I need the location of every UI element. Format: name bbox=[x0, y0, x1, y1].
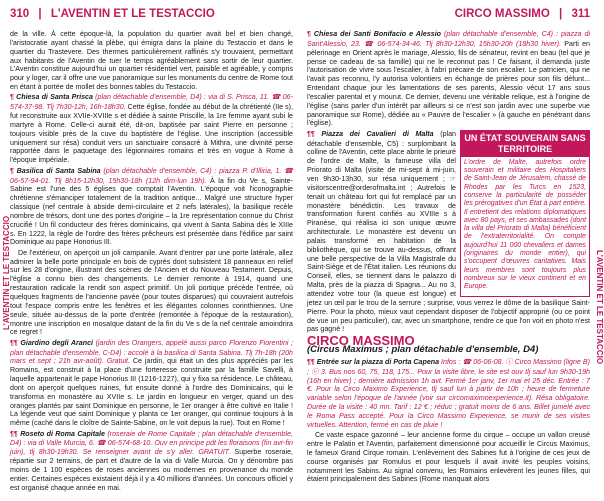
left-page-header: 310 | L'AVENTIN ET LE TESTACCIO bbox=[10, 8, 215, 20]
bookmark-icon: ¶¶ bbox=[10, 339, 18, 347]
box-title: UN ÉTAT SOUVERAIN SANS TERRITOIRE bbox=[461, 131, 589, 157]
entry-info: (plan détachable d'ensemble, C4) : piazza P. d'Illiria, 1. ☎ 06-57-94-01. Tlj 8h15-12h30, 15h30-18h (12h dim-lun 19h). bbox=[10, 166, 293, 185]
bookmark-icon: ¶ bbox=[307, 31, 311, 38]
entry-circo-massimo bbox=[307, 358, 590, 430]
sovereign-state-box bbox=[460, 130, 590, 297]
left-side-tab-label: L'AVENTIN ET LE TESTACCIO bbox=[2, 215, 11, 330]
right-page-number: 311 bbox=[571, 8, 590, 20]
entry-text: À la fin du Ve s, Sainte-Sabine est l'une des 5 églises que comptait l'Aventin. L'époque voit l'iconographie chrétienne s'émanciper totalement de la tradition antique... Malgré une structure hyper classique (nef centrale à abside demi-circulaire et 2 nefs latérales), la basilique recèle nombre de trésors, dont une des portes d'origine – la 1re représentation connue du Christ crucifié ! Un fil conducteur des frères dominicains, qui vivent à Santa Sabina dès le XIIIe s. En 1222, la règle de l'ordre des frères prêcheurs est présentée dans l'édifice par saint Dominique au pape Honorius III. bbox=[10, 176, 293, 247]
entry-santa-prisca bbox=[10, 93, 293, 165]
bookmark-icon: ¶¶ bbox=[307, 130, 315, 138]
box-text: L'ordre de Malte, autrefois ordre souverain et militaire des Hospitaliers de Saint-Jean de Jérusalem, chassé de Rhodes par les Turcs en 1523, conserve la particularité de posséder les prérogatives d'un État à part entière. Il entretient des relations diplomatiques avec 80 pays, et ses ambassades (dont la villa del Priorato di Malta) bénéficient de l'extraterritorialité. On compte aujourd'hui 11 000 chevaliers et dames (originaires du monde entier), qui s'occupent d'œuvres caritatives. Mais leurs membres sont toujours plus nombreux sur le vieux continent et en Europe. bbox=[464, 158, 586, 291]
entry-title: Chiesa di Santa Prisca bbox=[16, 93, 93, 102]
bookmark-icon: ¶¶ bbox=[307, 358, 315, 366]
bookmark-icon: ¶ bbox=[10, 94, 14, 102]
entry-title: Entrée sur la piazza di Porta Capena bbox=[316, 357, 440, 366]
left-page-number: 310 bbox=[10, 8, 30, 20]
entry-info: (roseraie de Rome Capitale ; plan détachable d'ensemble, D4) : via di Valle Murcia, 6. ☎ 06-574-68-10. Ouv en principe pdt les floraisons (fin avr-fin juin), tlj 8h30-19h30. Se renseigner avant de s'y aller. GRATUIT. bbox=[10, 429, 293, 457]
entry-roseto bbox=[10, 430, 293, 493]
bookmark-icon: ¶¶ bbox=[10, 430, 18, 438]
entry-text: Ce jardin, qui était un des plus appréciés par les Romains, est construit à la place d'une forteresse construite par la famille Savelli, à laquelle appartenait le pape Honorius III (1216-1227), qui y fixa sa résidence. Le château, dont on aperçoit quelques ruines, fut ensuite donné à l'ordre des Dominicains, qui le transforma en monastère au XVIIe s. Le jardin en longueur en verger, quand un des oranges plantés par saint Dominique en personne, le 1er oranger à être cultivé en Italie ! La légende veut que saint Dominique y planta ce 1er oranger, qui continue toujours à la même (caché dans le cloître de Sainte-Sabine, on le voit depuis la rue). Tout en Rome ! bbox=[10, 357, 293, 428]
entry-title: Roseto di Roma Capitale bbox=[20, 429, 105, 438]
entry-title: Chiesa dei Santi Bonifacio e Alessio bbox=[313, 30, 442, 38]
intro-paragraph: de la ville. À cette époque-là, la population du quartier avait bel et bien changé, l'aristocratie ayant chassé la plèbe, qui émigra dans la plaine du Testaccio et dans le quartier du Trastevere. Des thermes particulièrement raffinés s'y trouvaient, permettant aux habitants de l'Aventin de tuer le temps agréablement sans sortir de leur quartier. L'Aventin constitue aujourd'hui un quartier résidentiel vert, paisible et agréable, y compris pour y loger, car il offre une vue panoramique sur les monuments du centre de Rome tout en étant à portée de mollet des bonnes tables du Testaccio. bbox=[10, 30, 293, 92]
entry-giardino-aranci bbox=[10, 339, 293, 428]
entry-text: Les travaux de transformation furent confiés au XVIIIe s à Piranèse, qui réalisa ici son unique œuvre architecturale. Le monastère est devenu un palais transformé en habitation de la bibliothèque, qui se trouve au-dessus, offrant une belle perspective de la Villa Magistrale du Saint-Siège et de l'État italien. Les réunions du Conseil, elles, se tiennent dans le palazzo di Malta, près de la piazza di Spagna... Au no 3, attendez votre tour (la queue est longue) et jetez un œil par le trou de la serrure ; surprise, vous verrez le dôme de la basilique Saint-Pierre. Pour la photo, mieux vaut cependant disposer de l'objectif approprié (ou ce point de vue un peu particulier), car, avec un smartphone, rendre ce que l'on voit en photo n'est pas gagné ! bbox=[307, 201, 590, 334]
entry-text: Ce vaste espace gazonné – leur ancienne forme du cirque – occupe un vallon creusé entre le Palatin et l'Aventin, parfaitement dimensionné pour accueillir le Circus Maximus, le fameux Grand Cirque romain. L'enlèvement des Sabines fut à l'origine de ces jeux de course organisés par Romulus et pour lesquels il avait invité les peuples voisins, notamment les Sabins. Au signal convenu, les Romains enlevèrent les jeunes filles, qui étaient principalement des Sabines (Rome manquait alors bbox=[307, 431, 590, 484]
entry-text-continued: De l'extérieur, on aperçoit un joli campanile. Avant d'entrer par une porte latérale, allez admirer la belle porte principale en bois de cyprès dont subsistent 18 panneaux en relief sur les 28 d'origine, illustrant des scènes de l'Ancien et du Nouveau Testament. Depuis, l'église a connu bien des changements. Le dernier remonte à 1914, quand une restauration radicale la rendit son aspect primitif. Un joli portique précède l'entrée, où quelques fragments de l'ancienne pavée (pour toutes disparues) qui couvraient autrefois tout l'espace compris entre les fenêtres et les élégantes colonnes corinthiennes. Une seule, située au-dessus de la porte d'entrée (remontée à l'époque de la restauration), montre une inscription en mosaïque datant de la fin du Ve s de la nef centrale amoindrira ce regret ! bbox=[10, 248, 293, 337]
left-column bbox=[10, 30, 293, 494]
entry-info: (jardin des Orangers, appelé aussi parco Florenzo Fiorentini ; plan détachable d'ensemble, C-D4) : accolé à la basilica di Santa Sabina. Tlj 7h-18h (20h mars et sept ; 21h avr-août). Gratuit. bbox=[10, 338, 293, 366]
entry-title: Giardino degli Aranci bbox=[20, 338, 93, 347]
entry-info: (plan détachable d'ensemble, C4) : piazza di Sant'Alessio, 23. ☎ 06-574-34-46. Tlj 8h30-12h30, 15h30-20h (18h30 hiver). bbox=[307, 30, 590, 48]
entry-santa-sabina bbox=[10, 167, 293, 248]
entry-title: Piazza dei Cavalieri di Malta bbox=[321, 129, 434, 138]
right-page-header: CIRCO MASSIMO | 311 bbox=[454, 8, 590, 20]
entry-title: Basilica di Santa Sabina bbox=[16, 166, 101, 175]
entry-text: Cette église, fondée au début de la chrétienté (IIe s), fut reconstruite aux XVIIe-XVIIIe s et dédiée à sainte Priscille, la 1re femme ayant subi le martyre à Rome. Celle-ci aurait été, dit-on, baptisée par saint Pierre en personne ; toujours visible près de la cuve du baptistère de l'église. Une inscription (accessible uniquement sur résa) conduit vers un sanctuaire consacré à Mithra, une divinité perse rapportée dans le paquetage des légionnaires romains et très en vogue à Rome à l'époque impériale. bbox=[10, 103, 293, 165]
entry-info: (plan détachable d'ensemble, D4) : via di S. Prisca, 11. ☎ 06-574-37-98. Tlj 7h30-12h, 16h-18h30. bbox=[10, 93, 293, 112]
entry-info: Infos : ☎ 06-06-08. ⓘ Circo Massimo (ligne B) ; ⓔ 3. Bus nos 60, 75, 118, 175... Pour la visite libre, le site est ouv tlj sauf lun 9h30-19h (16h en hiver) ; dernière admission 1h avt. Fermé 1er janv, 1er mai et 25 déc. Entrée : 7 €. Pour la Circo Maximo Experience, tlj sauf lun à partir de 10h ; heure de fermeture variable selon l'époque de l'année (voir sur circomaximoexperience.it). Résa obligatoire. Durée de la visite : 40 mn. Tarif : 12 € ; réduc ; gratuit moins de 6 ans. Billet jumelé avec le Roma Pass accepté. Pour la Circo Massimo Experience, se munir de ses visites virtuelles. Attention, fermé en cas de pluie ! bbox=[307, 357, 590, 429]
right-column bbox=[307, 30, 590, 486]
section-title: CIRCO MASSIMO bbox=[307, 333, 415, 349]
entry-bonifacio-alessio bbox=[307, 30, 590, 128]
section-subtitle: (Circus Maximus ; plan détachable d'ensemble, D4) bbox=[307, 344, 539, 356]
left-running-title: L'AVENTIN ET LE TESTACCIO bbox=[50, 8, 215, 20]
entry-text: Parti en pèlerinage en Orient après le mariage, Alessio, fils de sénateur, revint en beau (tel que je pense ce cadeau de sa famille) qui ne le reconnut pas ! Ce faisant, il demanda juste l'autorisation de vivre sous l'escalier, à l'abri précaire de son escalier. Le patricien, qui ne l'avait pas reconnu, l'y autorisa volontiers en échange de prières pour son fils défunt... Entendant chaque jour les lamentations de ses parents, Alessio vécut 17 ans sous l'escalier parental et y mourut. Ce dernier, devenu une véritable relique, est à l'origine de l'église (sans parler d'un intérêt par ailleurs si ce n'est son jardin avec une superbe vue panoramique sur Rome), dédiée au « Pauvre de l'escalier » (à gauche en pénétrant dans l'église). bbox=[307, 39, 590, 128]
right-running-title: CIRCO MASSIMO bbox=[454, 8, 550, 20]
bookmark-icon: ¶ bbox=[10, 167, 14, 175]
entry-text: Superbe roseraie, répartie sur 2 terrains, de part et d'autre de la via di Valle Murcia. On y dénombre pas moins de 1 100 espèces de roses anciennes ou modernes en provenance du monde entier. Certaines espèces existaient déjà il y a 40 millions d'années. Un concours officiel y est organisé chaque année en mai. bbox=[10, 448, 294, 492]
right-side-tab-label: L'AVENTIN ET LE TESTACCIO bbox=[594, 250, 604, 365]
entry-info: (plan détachable d'ensemble, C5) : surplombant la colline de l'Aventin, cette place abrite le prieuré de l'ordre de Malte, la fameuse villa del Priorato di Malta (visite de mi-sept à mi-juin, ven 9h30-13h30, sur résa uniquement ; ☞ visitorscentre@orderofmalta.int ; Autrefois le tenait un château fort qui fut remplacé par un monastère bénédictin. bbox=[307, 129, 456, 210]
